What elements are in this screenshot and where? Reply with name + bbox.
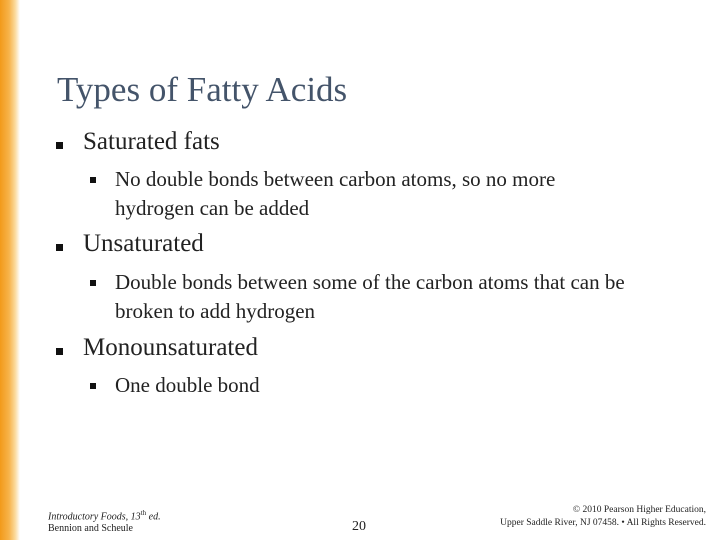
bullet-square-icon <box>90 177 96 183</box>
bullet-square-icon <box>56 348 63 355</box>
book-authors: Bennion and Scheule <box>48 523 133 535</box>
sub-bullet-text-line1: No double bonds between carbon atoms, so no more <box>115 167 556 191</box>
bullet-square-icon <box>90 280 96 286</box>
page-number: 20 <box>352 519 366 534</box>
bullet-square-icon <box>56 244 63 251</box>
bullet-square-icon <box>56 142 63 149</box>
sub-bullet-text-line1: Double bonds between some of the carbon atoms that can be <box>115 270 625 294</box>
copyright-line1: © 2010 Pearson Higher Education, <box>572 505 706 515</box>
bullet-text: Unsaturated <box>83 230 204 257</box>
accent-bar <box>0 0 20 540</box>
footer-citation <box>48 507 161 535</box>
bullet-text: Monounsaturated <box>83 334 258 361</box>
bullet-text: Saturated fats <box>83 128 220 155</box>
sub-bullet-text-line1: One double bond <box>115 373 260 397</box>
sub-bullet-text-line2: hydrogen can be added <box>115 196 310 220</box>
book-title: Introductory Foods, 13th ed. <box>48 509 161 523</box>
slide-title: Types of Fatty Acids <box>57 70 348 109</box>
footer-copyright <box>500 504 706 530</box>
sub-bullet-text-line2: broken to add hydrogen <box>115 299 316 323</box>
bullet-square-icon <box>90 383 96 389</box>
copyright-line2: Upper Saddle River, NJ 07458. • All Rights Reserved. <box>500 518 706 528</box>
